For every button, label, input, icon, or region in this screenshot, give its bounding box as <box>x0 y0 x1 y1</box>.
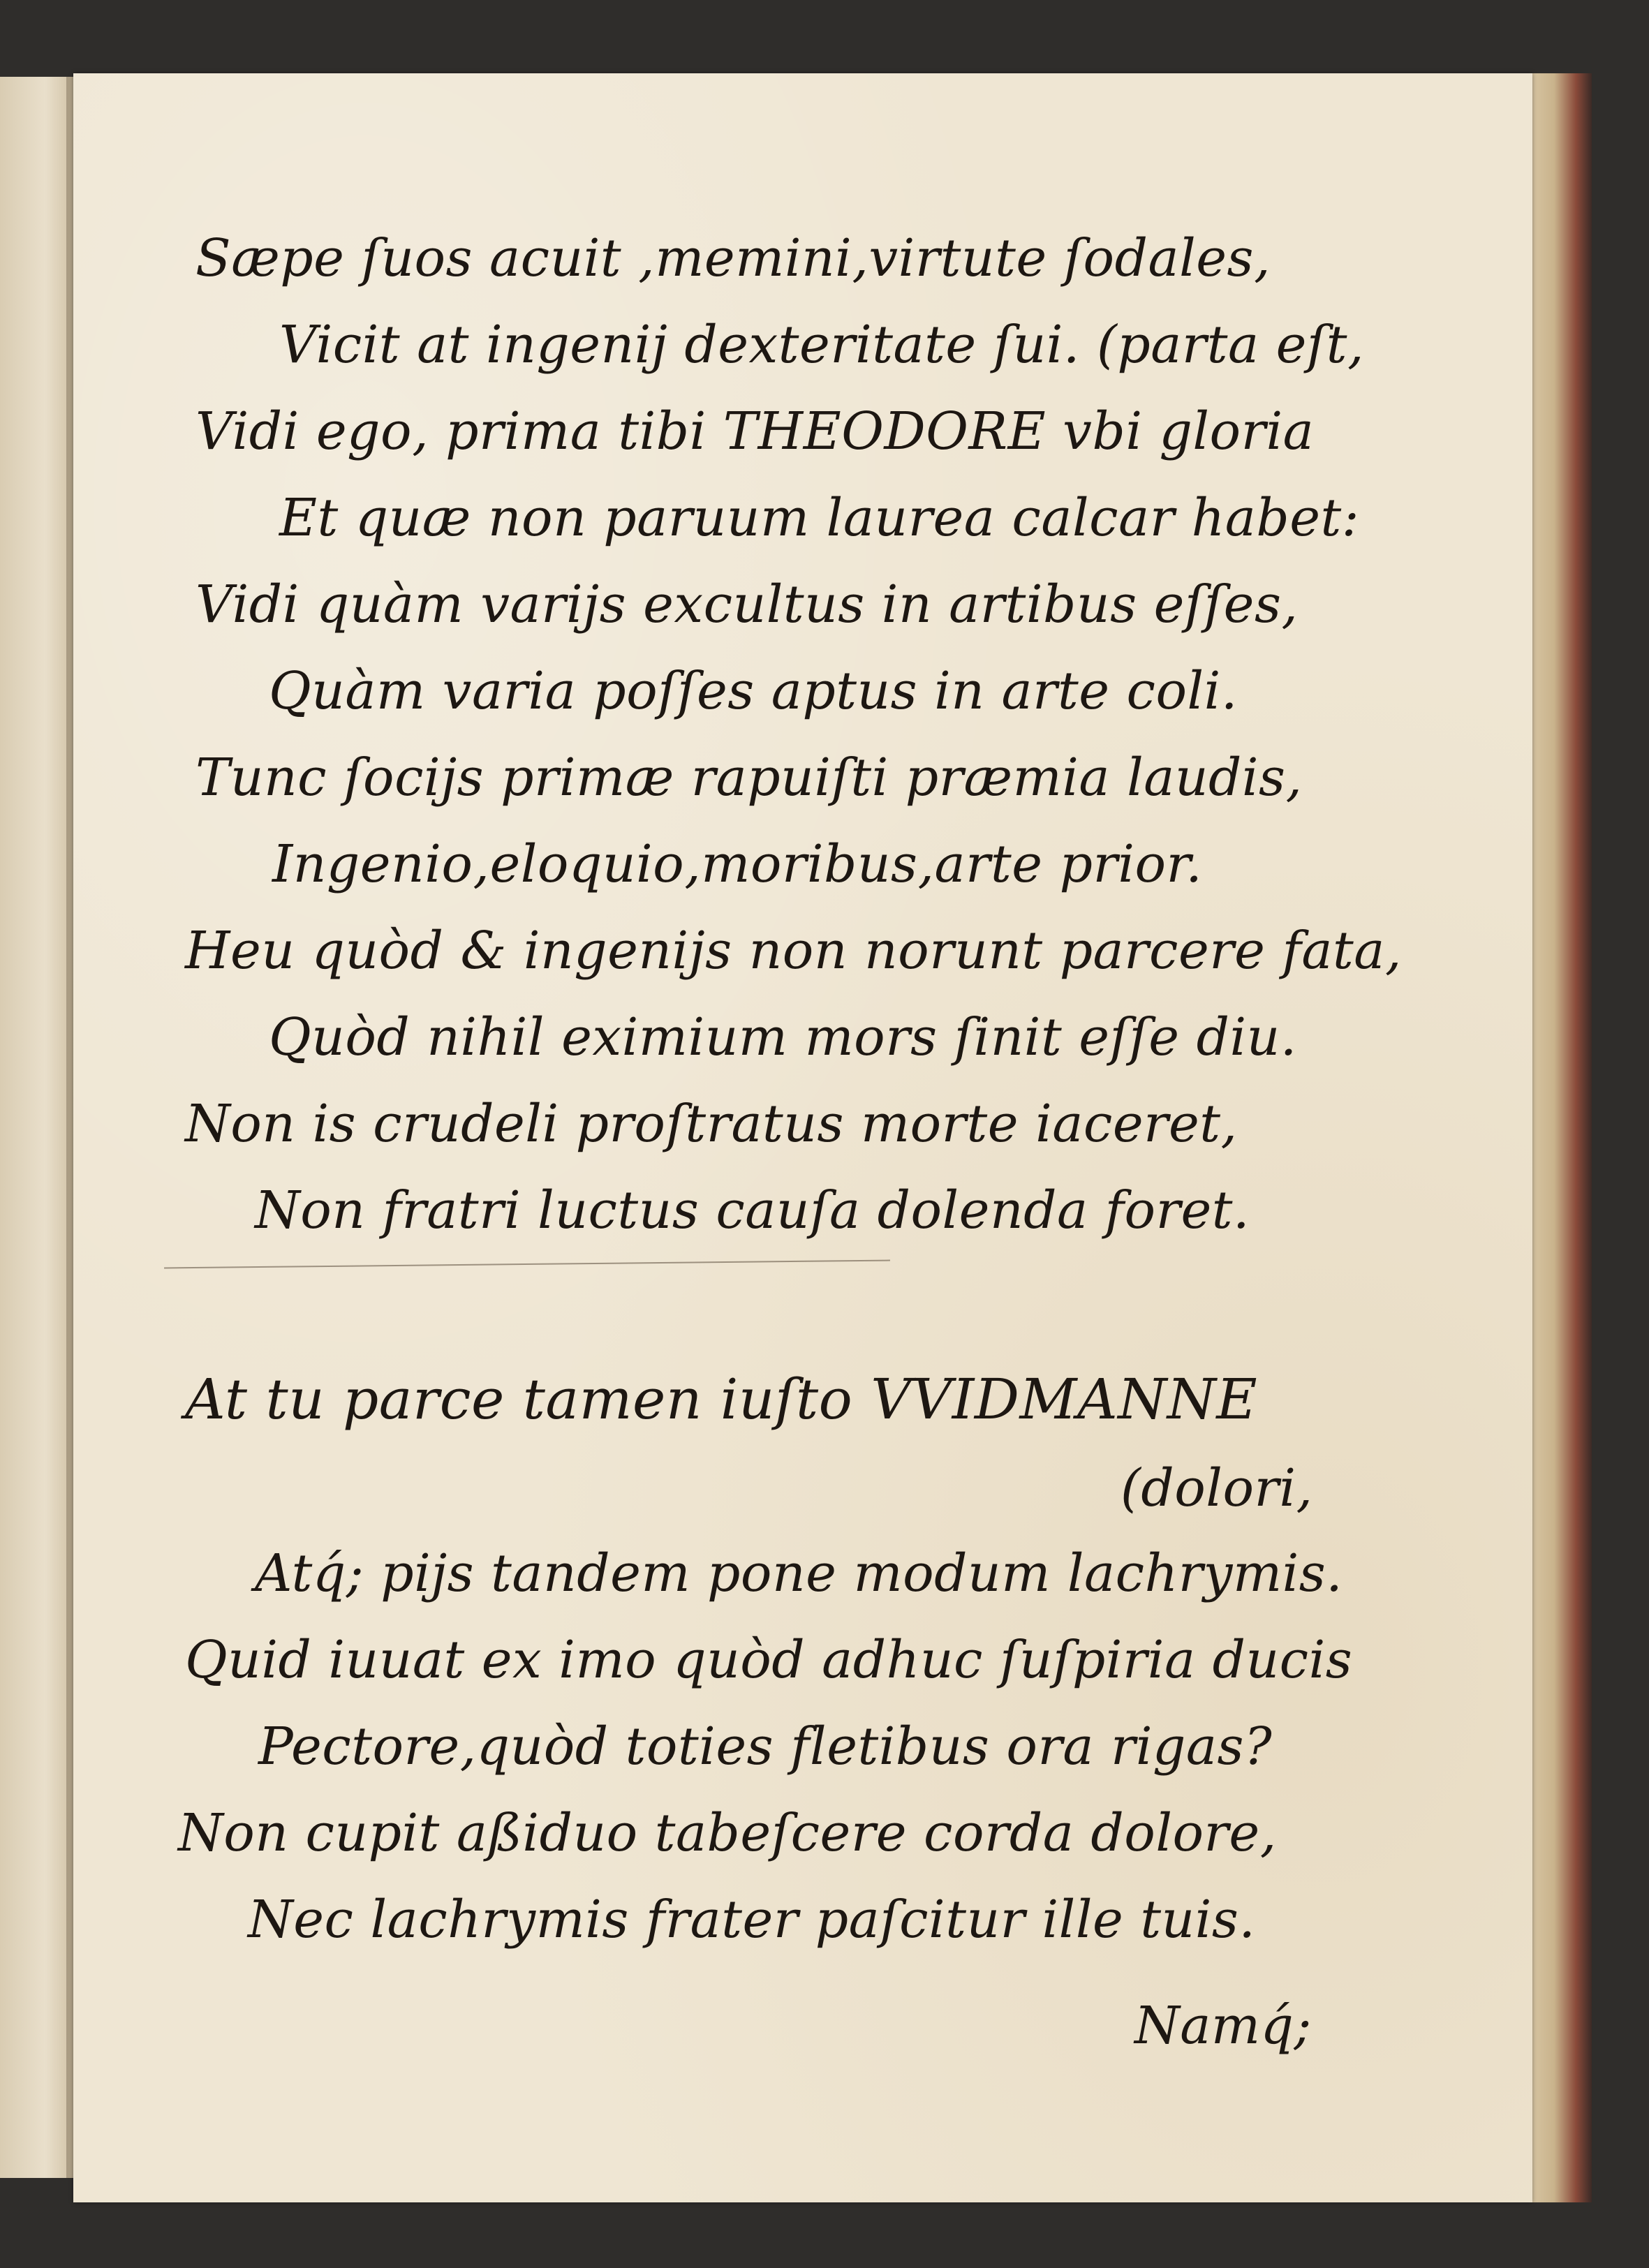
verse-line-9: Heu quòd & ingenijs non norunt parcere fata, <box>185 921 1402 981</box>
verse-line-4: Et quæ non paruum laurea calcar habet: <box>279 488 1360 548</box>
verse-line-11: Non is crudeli proſtratus morte iaceret, <box>185 1094 1238 1154</box>
verse-line-1: Sæpe ſuos acuit ,memini,virtute ſodales, <box>195 228 1271 288</box>
verse-line-5: Vidi quàm varijs excultus in artibus eſſes, <box>195 575 1299 635</box>
verse-line-19: Nec lachrymis frater paſcitur ille tuis. <box>248 1890 1256 1950</box>
verse-line-8: Ingenio,eloquio,moribus,arte prior. <box>272 834 1203 894</box>
verse-line-13: At tu parce tamen iuſto VVIDMANNE <box>185 1367 1258 1432</box>
book-page <box>73 73 1532 2202</box>
verse-line-12: Non fratri luctus cauſa dolenda foret. <box>255 1180 1250 1240</box>
verse-line-18: Non cupit aßiduo tabeſcere corda dolore, <box>178 1803 1277 1863</box>
section-rule <box>164 1260 890 1269</box>
verse-line-7: Tunc ſocijs primæ rapuiſti præmia laudis, <box>195 748 1303 808</box>
verse-line-16: Quid iuuat ex imo quòd adhuc ſuſpiria ducis <box>185 1630 1353 1690</box>
page-block-edge <box>1529 73 1592 2202</box>
verse-line-15: Atq́; pijs tandem pone modum lachrymis. <box>255 1543 1343 1603</box>
verse-line-14: (dolori, <box>1121 1458 1313 1518</box>
catchword: Namq́; <box>1134 1996 1312 2056</box>
verse-line-6: Quàm varia poſſes aptus in arte coli. <box>269 661 1238 721</box>
verse-line-2: Vicit at ingenij dexteritate ſui. (parta eſt, <box>279 315 1365 375</box>
verse-line-10: Quòd nihil eximium mors ſinit eſſe diu. <box>269 1007 1297 1067</box>
verse-line-17: Pectore,quòd toties fletibus ora rigas? <box>258 1717 1273 1777</box>
verse-line-3: Vidi ego, prima tibi THEODORE vbi gloria <box>195 401 1315 461</box>
